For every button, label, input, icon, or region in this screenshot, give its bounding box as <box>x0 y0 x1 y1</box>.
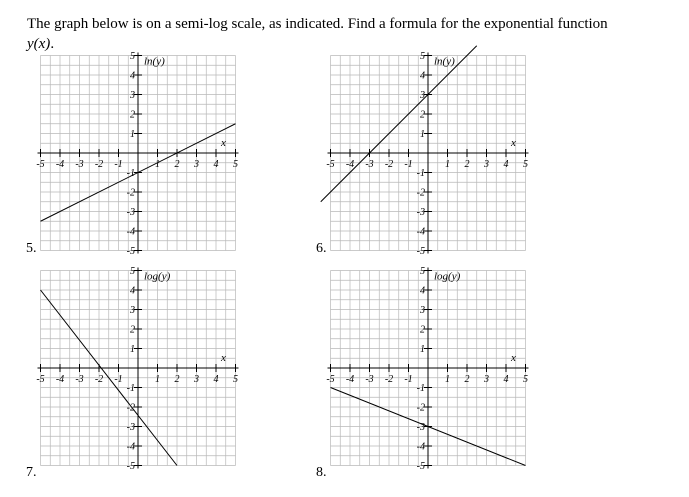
x-tick-label: 3 <box>194 374 199 385</box>
x-tick-label: -2 <box>384 159 394 170</box>
x-tick-label: -4 <box>55 374 65 385</box>
x-tick-label: -4 <box>345 159 355 170</box>
problem-number-8: 8. <box>316 465 327 480</box>
y-tick-label: -4 <box>126 441 135 453</box>
y-tick-label: -4 <box>126 226 135 238</box>
graph-6 <box>326 51 530 275</box>
y-tick-label: 2 <box>130 109 135 121</box>
x-tick-label: 1 <box>445 159 450 170</box>
y-tick-label: -5 <box>126 461 135 472</box>
problem-number-6: 6. <box>316 241 327 256</box>
y-tick-label: 4 <box>420 70 425 82</box>
x-tick-label: -3 <box>365 159 374 170</box>
x-tick-label: -2 <box>94 159 104 170</box>
x-tick-label: 4 <box>213 159 219 170</box>
x-tick-label: 5 <box>523 374 528 385</box>
y-tick-label: -2 <box>416 187 425 199</box>
y-axis-label: log(y) <box>434 270 461 283</box>
x-tick-label: 1 <box>155 374 160 385</box>
y-tick-label: -5 <box>416 461 425 472</box>
x-tick-label: 1 <box>445 374 450 385</box>
y-tick-label: -4 <box>416 441 425 453</box>
x-tick-label: -3 <box>365 374 374 385</box>
x-tick-label: 5 <box>523 159 528 170</box>
y-tick-label: 5 <box>420 51 425 62</box>
y-tick-label: -3 <box>416 207 425 218</box>
y-tick-label: 1 <box>420 344 425 355</box>
x-tick-label: -2 <box>384 374 394 385</box>
y-axis-label: ln(y) <box>434 55 455 68</box>
x-tick-label: -2 <box>94 374 104 385</box>
y-tick-label: -3 <box>126 207 135 218</box>
x-tick-label: 4 <box>503 374 509 385</box>
graph-5 <box>36 51 240 275</box>
y-axis-label: ln(y) <box>144 55 165 68</box>
y-tick-label: -1 <box>416 168 425 179</box>
x-tick-label: 3 <box>194 159 199 170</box>
y-tick-label: -4 <box>416 226 425 238</box>
semilog-plot <box>326 51 530 275</box>
x-tick-label: -5 <box>326 374 335 385</box>
y-tick-label: 1 <box>130 129 135 140</box>
y-tick-label: -1 <box>126 168 135 179</box>
problem-number-5: 5. <box>26 241 37 256</box>
y-tick-label: 1 <box>130 344 135 355</box>
function-label: y(x) <box>27 36 51 52</box>
x-axis-label: x <box>221 137 226 149</box>
y-tick-label: 3 <box>130 90 135 101</box>
x-tick-label: -1 <box>404 374 413 385</box>
x-axis-label: x <box>511 137 516 149</box>
graph-7 <box>36 266 240 490</box>
x-tick-label: 3 <box>484 374 489 385</box>
end-punct: . <box>50 36 55 52</box>
x-tick-label: 5 <box>233 374 238 385</box>
x-axis-label: x <box>511 352 516 364</box>
x-tick-label: -5 <box>326 159 335 170</box>
x-tick-label: 4 <box>213 374 219 385</box>
x-tick-label: -1 <box>114 159 123 170</box>
y-tick-label: -3 <box>126 422 135 433</box>
semilog-plot <box>36 266 240 490</box>
x-tick-label: -3 <box>75 159 84 170</box>
y-tick-label: 3 <box>130 305 135 316</box>
problem-intro: The graph below is on a semi-log scale, as indicated. Find a formula for the exponential function <box>27 16 608 32</box>
x-tick-label: 2 <box>464 374 470 385</box>
y-tick-label: 1 <box>420 129 425 140</box>
y-tick-label: -1 <box>126 383 135 394</box>
y-tick-label: -5 <box>416 246 425 257</box>
y-tick-label: -2 <box>416 402 425 414</box>
y-tick-label: 4 <box>130 285 135 297</box>
problem-prompt <box>27 14 677 54</box>
x-tick-label: 2 <box>464 159 470 170</box>
x-tick-label: -3 <box>75 374 84 385</box>
y-tick-label: 2 <box>420 324 425 336</box>
x-tick-label: 2 <box>174 159 180 170</box>
y-tick-label: 2 <box>420 109 425 121</box>
y-tick-label: -5 <box>126 246 135 257</box>
y-tick-label: 5 <box>130 51 135 62</box>
x-tick-label: -5 <box>36 159 45 170</box>
x-axis-label: x <box>221 352 226 364</box>
x-tick-label: -5 <box>36 374 45 385</box>
x-tick-label: 2 <box>174 374 180 385</box>
y-tick-label: 4 <box>130 70 135 82</box>
y-tick-label: -3 <box>416 422 425 433</box>
y-tick-label: 3 <box>420 305 425 316</box>
y-tick-label: 4 <box>420 285 425 297</box>
y-axis-label: log(y) <box>144 270 171 283</box>
x-tick-label: -4 <box>55 159 65 170</box>
x-tick-label: -1 <box>114 374 123 385</box>
x-tick-label: 1 <box>155 159 160 170</box>
y-tick-label: 5 <box>420 266 425 277</box>
x-tick-label: 4 <box>503 159 509 170</box>
y-tick-label: 2 <box>130 324 135 336</box>
y-tick-label: -2 <box>126 187 135 199</box>
semilog-plot <box>326 266 530 490</box>
graph-8 <box>326 266 530 490</box>
y-tick-label: -2 <box>126 402 135 414</box>
y-tick-label: 3 <box>420 90 425 101</box>
problem-number-7: 7. <box>26 465 37 480</box>
x-tick-label: -4 <box>345 374 355 385</box>
y-tick-label: -1 <box>416 383 425 394</box>
x-tick-label: 3 <box>484 159 489 170</box>
y-tick-label: 5 <box>130 266 135 277</box>
semilog-plot <box>36 51 240 275</box>
x-tick-label: -1 <box>404 159 413 170</box>
x-tick-label: 5 <box>233 159 238 170</box>
